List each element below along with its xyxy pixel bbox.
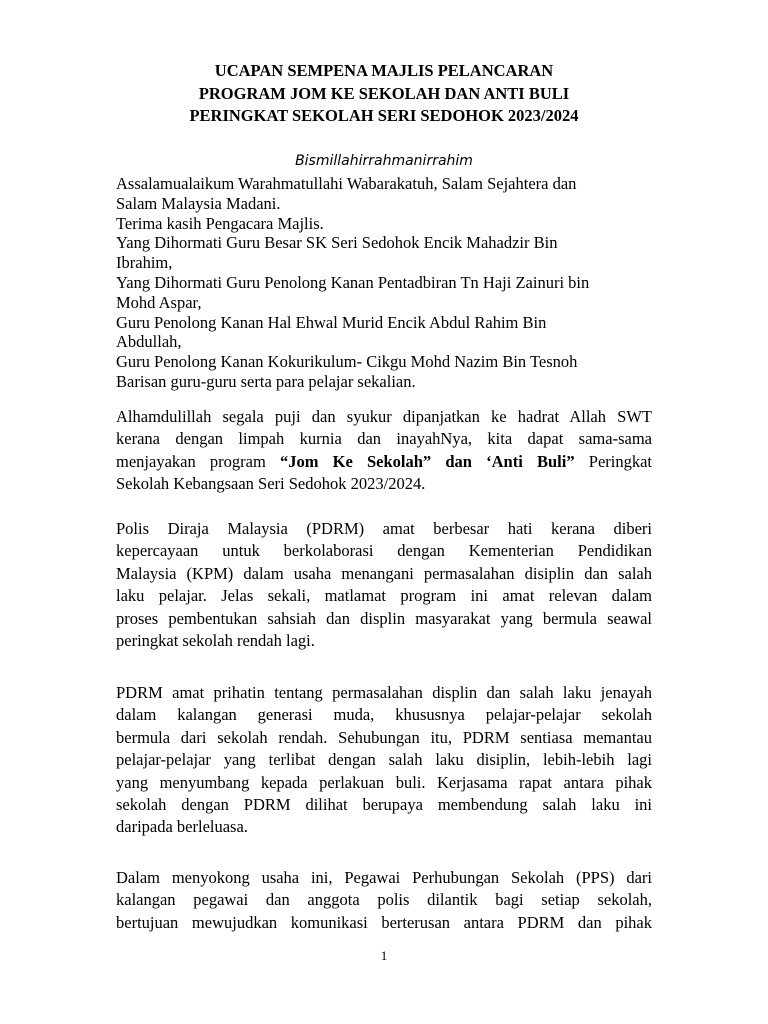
paragraph-line: dalam kalangan generasi muda, khususnya pelajar-pelajar sekolah [116, 705, 652, 725]
paragraph-line: bertujuan mewujudkan komunikasi berterusan antara PDRM dan pihak [116, 912, 652, 932]
paragraph-line: daripada berleluasa. [116, 817, 248, 837]
title-line-1: UCAPAN SEMPENA MAJLIS PELANCARAN [214, 61, 554, 80]
greeting-line: Ibrahim, [116, 253, 173, 273]
paragraph-line: Polis Diraja Malaysia (PDRM) amat berbesar hati kerana diberi [116, 519, 652, 538]
paragraph-line: peringkat sekolah rendah lagi. [116, 630, 315, 650]
page-number: 1 [380, 948, 388, 963]
title-line-3: PERINGKAT SEKOLAH SERI SEDOHOK 2023/2024 [189, 106, 579, 125]
paragraph-line: Malaysia (KPM) dalam usaha menangani permasalahan disiplin dan salah [116, 563, 652, 583]
paragraph-line: sekolah dengan PDRM dilihat berupaya membendung salah laku ini [116, 794, 652, 814]
greeting-line: Guru Penolong Kanan Kokurikulum- Cikgu Mohd Nazim Bin Tesnoh [116, 352, 578, 372]
title-line-2: PROGRAM JOM KE SEKOLAH DAN ANTI BULI [198, 83, 570, 103]
bismillah-line: Bismillahirrahmanirrahim [295, 153, 473, 169]
greeting-line: Terima kasih Pengacara Majlis. [116, 213, 324, 233]
paragraph-alhamdulillah [116, 406, 652, 496]
greeting-line: Abdullah, [116, 332, 182, 352]
greeting-line: Yang Dihormati Guru Besar SK Seri Sedohok Encik Mahadzir Bin [116, 233, 558, 253]
paragraph-line: kepercayaan untuk berkolaborasi dengan Kementerian Pendidikan [116, 541, 652, 561]
paragraph-line: kalangan pegawai dan anggota polis dilantik bagi setiap sekolah, [116, 890, 652, 910]
greeting-line: Barisan guru-guru serta para pelajar sekalian. [116, 371, 416, 391]
paragraph-line: kerana dengan limpah kurnia dan inayahNya, kita dapat sama-sama [116, 429, 652, 449]
program-name-bold: “Jom Ke Sekolah” dan ‘Anti Buli” [279, 451, 575, 471]
paragraph-pdrm-kpm [116, 518, 652, 652]
paragraph-line: PDRM amat prihatin tentang permasalahan displin dan salah laku jenayah [116, 683, 652, 702]
paragraph-line: Dalam menyokong usaha ini, Pegawai Perhubungan Sekolah (PPS) dari [116, 868, 652, 887]
speech-title [0, 60, 768, 128]
paragraph-pps [116, 867, 652, 934]
paragraph-line: proses pembentukan sahsiah dan displin masyarakat yang bermula seawal [116, 608, 652, 628]
greeting-line: Mohd Aspar, [116, 292, 202, 312]
paragraph-line: Alhamdulillah segala puji dan syukur dipanjatkan ke hadrat Allah SWT [116, 407, 652, 426]
greetings-block [116, 174, 589, 392]
program-level-text: Peringkat [588, 451, 653, 471]
program-intro-text: menjayakan program [116, 451, 266, 471]
paragraph-line [116, 451, 652, 473]
paragraph-line: pelajar-pelajar yang terlibat dengan salah laku disiplin, lebih-lebih lagi [116, 750, 652, 770]
greeting-line: Yang Dihormati Guru Penolong Kanan Pentadbiran Tn Haji Zainuri bin [116, 272, 590, 292]
paragraph-line: bermula dari sekolah rendah. Sehubungan itu, PDRM sentiasa memantau [116, 727, 652, 747]
greeting-line: Assalamualaikum Warahmatullahi Wabarakatuh, Salam Sejahtera dan [116, 174, 577, 193]
greeting-line: Guru Penolong Kanan Hal Ehwal Murid Encik Abdul Rahim Bin [116, 312, 547, 332]
greeting-line: Salam Malaysia Madani. [116, 193, 281, 213]
paragraph-line: Sekolah Kebangsaan Seri Sedohok 2023/2024. [116, 474, 426, 494]
paragraph-pdrm-prihatin [116, 682, 652, 839]
paragraph-line: yang menyumbang kepada perlakuan buli. Kerjasama rapat antara pihak [116, 772, 652, 792]
paragraph-line: laku pelajar. Jelas sekali, matlamat program ini amat relevan dalam [116, 586, 652, 606]
